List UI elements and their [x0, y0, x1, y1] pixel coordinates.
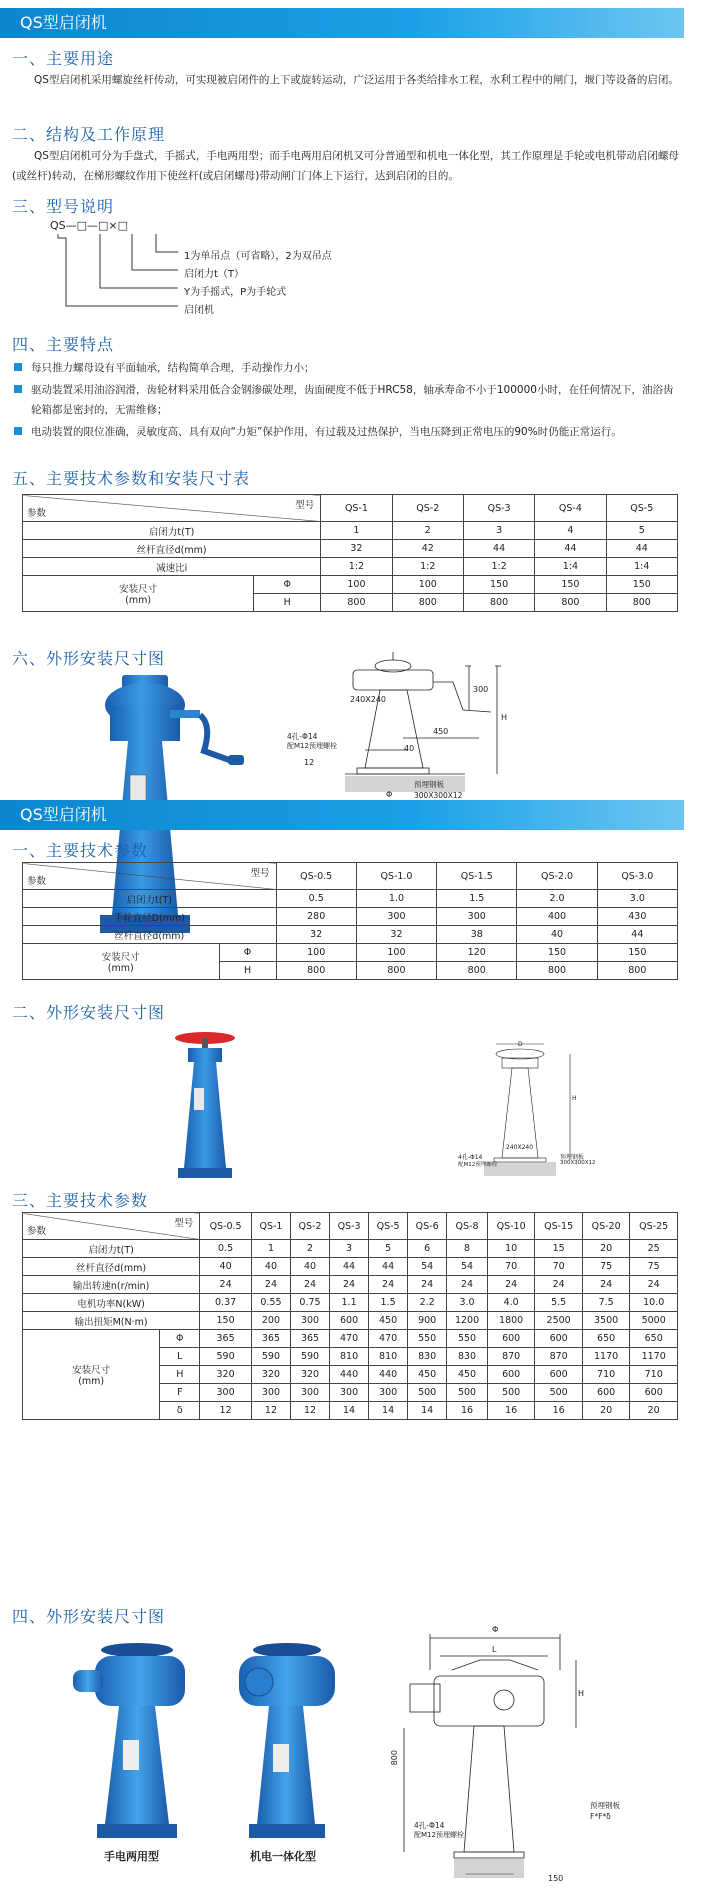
table-cell: 800 [276, 962, 356, 980]
table-cell: 2500 [535, 1312, 582, 1330]
model-legend-1: 1为单吊点（可省略），2为双吊点 [184, 251, 332, 262]
table-cell: 24 [251, 1276, 290, 1294]
dim2-label-240: 240X240 [506, 1144, 534, 1151]
table-corner-cell [23, 495, 321, 522]
table-cell: 150 [463, 576, 534, 594]
table-cell: 600 [535, 1366, 582, 1384]
integrated-electric-hoist-photo [215, 1640, 345, 1840]
table-cell: 10.0 [630, 1294, 678, 1312]
section-heading-drawing-2: 二、外形安装尺寸图 [12, 1003, 166, 1022]
table-cell: 800 [321, 594, 392, 612]
table-cell: 800 [606, 594, 677, 612]
handwheel-hoist-photo [170, 1028, 240, 1180]
bullet-marker [14, 385, 22, 393]
table-cell: 590 [290, 1348, 329, 1366]
table-cell: 14 [330, 1402, 369, 1420]
table-cell: 3.0 [447, 1294, 488, 1312]
table-cell: 1.5 [437, 890, 517, 908]
table-cell: 75 [582, 1258, 629, 1276]
table-cell: 810 [330, 1348, 369, 1366]
table-cell: 75 [630, 1258, 678, 1276]
dim-label-bolts: 配M12预埋螺栓 [287, 742, 337, 750]
table-cell: 100 [392, 576, 463, 594]
table-cell: 1:2 [392, 558, 463, 576]
page-banner-2: QS型启闭机 [0, 800, 684, 830]
table-cell: 120 [437, 944, 517, 962]
table-cell: 710 [582, 1366, 629, 1384]
dim-label-450: 450 [433, 727, 449, 736]
table-header-cell: QS-2.0 [517, 863, 597, 890]
table-cell: 5.5 [535, 1294, 582, 1312]
table-cell: 44 [535, 540, 606, 558]
dimension-drawing-3 [400, 1620, 590, 1890]
table-cell: 1200 [447, 1312, 488, 1330]
table-cell: 24 [369, 1276, 408, 1294]
table-cell: 100 [276, 944, 356, 962]
table-cell: 320 [290, 1366, 329, 1384]
table-cell: 44 [606, 540, 677, 558]
spec-table-2 [22, 862, 678, 980]
table-header-param-label: 参数 [27, 1226, 47, 1237]
table-cell: 54 [408, 1258, 447, 1276]
table-header-param-label: 参数 [27, 508, 47, 519]
table-cell: 900 [408, 1312, 447, 1330]
table-header-cell: QS-0.5 [276, 863, 356, 890]
table-row-label: 输出转速n(r/min) [23, 1276, 200, 1294]
table-header-cell: QS-3 [463, 495, 534, 522]
table-cell: 2.2 [408, 1294, 447, 1312]
table-cell: 4.0 [487, 1294, 534, 1312]
table-cell: 0.5 [200, 1240, 252, 1258]
table-cell: 1:4 [606, 558, 677, 576]
feature-item: 电动装置的限位准确，灵敏度高、具有双向“力矩”保护作用，有过载及过热保护，当电压降到正常电压的90%时仍能正常运行。 [14, 422, 681, 442]
table-cell: 470 [330, 1330, 369, 1348]
dim3-label-h: H [578, 1689, 585, 1698]
model-legend-3: Y为手摇式，P为手轮式 [184, 287, 287, 298]
table-corner-cell [23, 1213, 200, 1240]
table-cell: 650 [630, 1330, 678, 1348]
dim-label-phi: Φ [386, 790, 393, 799]
table-cell: 7.5 [582, 1294, 629, 1312]
table-header-cell: QS-25 [630, 1213, 678, 1240]
dim-label-12: 12 [304, 758, 315, 767]
table-install-symbol: L [160, 1348, 200, 1366]
table-cell: 70 [487, 1258, 534, 1276]
table-cell: 5 [606, 522, 677, 540]
table-row [23, 576, 678, 594]
table-install-symbol: Φ [219, 944, 276, 962]
table-cell: 2.0 [517, 890, 597, 908]
table-cell: 600 [330, 1312, 369, 1330]
table-cell: 150 [200, 1312, 252, 1330]
table-cell: 5000 [630, 1312, 678, 1330]
table-row-label: 启闭力t(T) [23, 890, 277, 908]
table-cell: 300 [290, 1312, 329, 1330]
spec-table-3 [22, 1212, 678, 1420]
table-cell: 600 [630, 1384, 678, 1402]
table-cell: 450 [447, 1366, 488, 1384]
table-install-symbol: H [254, 594, 321, 612]
table-install-label: 安装尺寸 (mm) [23, 944, 220, 980]
table-cell: 42 [392, 540, 463, 558]
table-row [23, 522, 678, 540]
table-header-cell: QS-2 [290, 1213, 329, 1240]
table-cell: 54 [447, 1258, 488, 1276]
table-cell: 32 [276, 926, 356, 944]
table-cell: 15 [535, 1240, 582, 1258]
table-cell: 40 [200, 1258, 252, 1276]
table-cell: 24 [408, 1276, 447, 1294]
table-cell: 830 [447, 1348, 488, 1366]
table-cell: 450 [369, 1312, 408, 1330]
section-heading-principle: 二、结构及工作原理 [12, 125, 166, 144]
table-cell: 470 [369, 1330, 408, 1348]
table-cell: 710 [630, 1366, 678, 1384]
dim3-label-l: L [492, 1645, 497, 1654]
table-cell: 1170 [582, 1348, 629, 1366]
table-cell: 1:2 [321, 558, 392, 576]
table-cell: 1170 [630, 1348, 678, 1366]
table-cell: 24 [535, 1276, 582, 1294]
dim2-label-bolts: 配M12预埋螺栓 [458, 1162, 498, 1168]
table-header-cell: QS-4 [535, 495, 606, 522]
table-cell: 365 [290, 1330, 329, 1348]
table-cell: 440 [369, 1366, 408, 1384]
table-row [23, 890, 678, 908]
table-cell: 100 [321, 576, 392, 594]
table-row [23, 1258, 678, 1276]
table-row-label: 启闭力t(T) [23, 1240, 200, 1258]
table-header-cell: QS-1 [321, 495, 392, 522]
table-cell: 1 [321, 522, 392, 540]
table-cell: 3 [463, 522, 534, 540]
section-heading-drawing-3: 四、外形安装尺寸图 [12, 1607, 166, 1626]
table-row-label: 丝杆直径d(mm) [23, 1258, 200, 1276]
table-header-cell: QS-6 [408, 1213, 447, 1240]
table-row [23, 1276, 678, 1294]
table-install-label: 安装尺寸 (mm) [23, 576, 254, 612]
table-cell: 25 [630, 1240, 678, 1258]
table-cell: 3.0 [597, 890, 677, 908]
table-header-cell: QS-3.0 [597, 863, 677, 890]
table-header-cell: QS-20 [582, 1213, 629, 1240]
model-legend-2: 启闭力t（T） [184, 269, 245, 280]
principle-paragraph: QS型启闭机可分为手盘式，手摇式，手电两用型；而手电两用启闭机又可分普通型和机电一体化型，其工作原理是手轮或电机带动启闭螺母(或丝杆)转动，在梯形螺纹作用下使丝杆(或启闭螺母)带动闸门门体上下运行，达到启闭的目的。 [12, 150, 679, 182]
table-cell: 6 [408, 1240, 447, 1258]
table-cell: 4 [535, 522, 606, 540]
table-cell: 24 [487, 1276, 534, 1294]
table-header-model-label: 型号 [250, 868, 270, 879]
table-cell: 16 [487, 1402, 534, 1420]
table-header-row [23, 863, 678, 890]
table-row [23, 908, 678, 926]
table-cell: 1:4 [535, 558, 606, 576]
section-heading-drawing: 六、外形安装尺寸图 [12, 649, 166, 668]
table-cell: 1.0 [356, 890, 436, 908]
table-cell: 590 [251, 1348, 290, 1366]
table-cell: 1:2 [463, 558, 534, 576]
table-cell: 810 [369, 1348, 408, 1366]
table-cell: 3500 [582, 1312, 629, 1330]
table-install-symbol: Φ [160, 1330, 200, 1348]
table-cell: 0.5 [276, 890, 356, 908]
table-header-cell: QS-2 [392, 495, 463, 522]
dim2-label-d: D [518, 1041, 523, 1048]
table-header-cell: QS-1 [251, 1213, 290, 1240]
table-row-label: 启闭力t(T) [23, 522, 321, 540]
table-cell: 440 [330, 1366, 369, 1384]
model-code-leaders [40, 230, 200, 320]
section-heading-spec-table: 五、主要技术参数和安装尺寸表 [12, 469, 251, 488]
table-header-model-label: 型号 [174, 1218, 194, 1229]
table-cell: 1.1 [330, 1294, 369, 1312]
table-cell: 20 [582, 1402, 629, 1420]
caption-manual-electric: 手电两用型 [104, 1850, 159, 1863]
table-cell: 150 [606, 576, 677, 594]
table-cell: 300 [200, 1384, 252, 1402]
table-cell: 800 [517, 962, 597, 980]
table-cell: 32 [356, 926, 436, 944]
table-cell: 2 [392, 522, 463, 540]
dim-label-240: 240X240 [350, 695, 387, 704]
table-row-label: 手轮直径D(mm) [23, 908, 277, 926]
table-header-cell: QS-10 [487, 1213, 534, 1240]
table-cell: 0.75 [290, 1294, 329, 1312]
table-header-row [23, 495, 678, 522]
table-cell: 1.5 [369, 1294, 408, 1312]
table-header-cell: QS-1.5 [437, 863, 517, 890]
dimension-drawing-1 [345, 650, 525, 795]
table-cell: 20 [630, 1402, 678, 1420]
table-cell: 650 [582, 1330, 629, 1348]
table-cell: 830 [408, 1348, 447, 1366]
table-cell: 0.55 [251, 1294, 290, 1312]
table-cell: 800 [463, 594, 534, 612]
table-cell: 500 [447, 1384, 488, 1402]
dim3-label-bolts: 配M12预埋螺栓 [414, 1831, 464, 1839]
table-header-model-label: 型号 [295, 500, 315, 511]
table-row [23, 1294, 678, 1312]
table-cell: 70 [535, 1258, 582, 1276]
table-cell: 365 [200, 1330, 252, 1348]
table-cell: 550 [408, 1330, 447, 1348]
page-banner: QS型启闭机 [0, 8, 684, 38]
table-row [23, 540, 678, 558]
table-header-cell: QS-3 [330, 1213, 369, 1240]
table-install-symbol: Φ [254, 576, 321, 594]
table-cell: 44 [369, 1258, 408, 1276]
table-cell: 870 [487, 1348, 534, 1366]
table-cell: 200 [251, 1312, 290, 1330]
section-heading-model: 三、型号说明 [12, 197, 115, 216]
table-cell: 3 [330, 1240, 369, 1258]
table-cell: 320 [200, 1366, 252, 1384]
section-heading-params-2: 一、主要技术参数 [12, 841, 149, 860]
usage-paragraph: QS型启闭机采用螺旋丝杆传动，可实现被启闭件的上下或旋转运动，广泛运用于各类给排水工程，水利工程中的闸门，堰门等设备的启闭。 [34, 74, 679, 86]
table-cell: 800 [356, 962, 436, 980]
table-install-symbol: F [160, 1384, 200, 1402]
dim-label-plate: 预埋钢板 [414, 780, 444, 789]
table-cell: 450 [408, 1366, 447, 1384]
dim-label-h: H [501, 713, 508, 722]
table-header-cell: QS-0.5 [200, 1213, 252, 1240]
table-header-cell: QS-15 [535, 1213, 582, 1240]
table-cell: 800 [535, 594, 606, 612]
dim-label-300: 300 [473, 685, 489, 694]
dim2-label-holes: 4孔-Φ14 [458, 1154, 483, 1161]
table-cell: 300 [437, 908, 517, 926]
section-heading-params-3: 三、主要技术参数 [12, 1191, 149, 1210]
table-cell: 14 [408, 1402, 447, 1420]
table-cell: 600 [535, 1330, 582, 1348]
table-install-symbol: δ [160, 1402, 200, 1420]
dim3-label-800: 800 [390, 1750, 399, 1766]
table-cell: 32 [321, 540, 392, 558]
table-cell: 44 [330, 1258, 369, 1276]
table-row [23, 558, 678, 576]
dim2-label-h: H [572, 1095, 577, 1102]
section-heading-features: 四、主要特点 [12, 335, 115, 354]
table-header-cell: QS-8 [447, 1213, 488, 1240]
dim3-label-plate: 预埋钢板 [590, 1801, 620, 1810]
table-cell: 550 [447, 1330, 488, 1348]
table-row-label: 输出扭矩M(N·m) [23, 1312, 200, 1330]
dim3-label-phi: Φ [492, 1625, 499, 1634]
table-row [23, 1240, 678, 1258]
table-cell: 12 [251, 1402, 290, 1420]
table-cell: 430 [597, 908, 677, 926]
table-row [23, 944, 678, 962]
table-row-label: 丝杆直径d(mm) [23, 926, 277, 944]
feature-item: 驱动装置采用油浴润滑，齿轮材料采用低合金钢渗碳处理，齿面硬度不低于HRC58，轴承寿命不小于100000小时，在任何情况下，油浴齿轮箱都是密封的，无需维修； [14, 380, 681, 420]
dim3-label-150: 150 [548, 1874, 564, 1883]
dim2-label-plate: 预埋钢板 [560, 1154, 585, 1161]
table-cell: 24 [200, 1276, 252, 1294]
table-cell: 500 [487, 1384, 534, 1402]
table-cell: 300 [290, 1384, 329, 1402]
dim2-label-plate-size: 300X300X12 [560, 1160, 596, 1166]
feature-item: 每只推力螺母设有平面轴承，结构简单合理，手动操作力小； [14, 358, 680, 378]
table-cell: 44 [463, 540, 534, 558]
table-cell: 24 [330, 1276, 369, 1294]
table-header-row [23, 1213, 678, 1240]
dim-label-plate-size: 300X300X12 [414, 791, 463, 800]
dim3-label-holes: 4孔-Φ14 [414, 1821, 445, 1830]
table-install-label: 安装尺寸 (mm) [23, 1330, 160, 1420]
table-header-cell: QS-5 [369, 1213, 408, 1240]
dim-label-holes: 4孔-Φ14 [287, 732, 318, 741]
table-row-label: 减速比i [23, 558, 321, 576]
table-cell: 40 [251, 1258, 290, 1276]
table-cell: 0.37 [200, 1294, 252, 1312]
table-cell: 280 [276, 908, 356, 926]
table-cell: 5 [369, 1240, 408, 1258]
table-cell: 400 [517, 908, 597, 926]
table-cell: 300 [330, 1384, 369, 1402]
table-cell: 150 [535, 576, 606, 594]
model-legend-4: 启闭机 [184, 305, 214, 316]
table-cell: 24 [630, 1276, 678, 1294]
table-cell: 100 [356, 944, 436, 962]
table-cell: 150 [597, 944, 677, 962]
manual-electric-hoist-photo [65, 1640, 195, 1840]
table-header-cell: QS-5 [606, 495, 677, 522]
table-row-label: 电机功率N(kW) [23, 1294, 200, 1312]
table-header-param-label: 参数 [27, 876, 47, 887]
table-cell: 24 [447, 1276, 488, 1294]
table-cell: 600 [487, 1330, 534, 1348]
table-cell: 600 [582, 1384, 629, 1402]
table-install-symbol: H [219, 962, 276, 980]
table-cell: 870 [535, 1348, 582, 1366]
table-cell: 8 [447, 1240, 488, 1258]
table-cell: 1800 [487, 1312, 534, 1330]
table-cell: 300 [251, 1384, 290, 1402]
table-cell: 24 [582, 1276, 629, 1294]
table-cell: 800 [392, 594, 463, 612]
table-header-cell: QS-1.0 [356, 863, 436, 890]
table-cell: 40 [517, 926, 597, 944]
table-cell: 800 [597, 962, 677, 980]
table-cell: 12 [200, 1402, 252, 1420]
table-corner-cell [23, 863, 277, 890]
table-install-symbol: H [160, 1366, 200, 1384]
table-cell: 500 [408, 1384, 447, 1402]
bullet-marker [14, 427, 22, 435]
table-cell: 16 [447, 1402, 488, 1420]
table-row [23, 1330, 678, 1348]
table-row-label: 丝杆直径d(mm) [23, 540, 321, 558]
model-code: QS—□—□×□ [50, 219, 129, 232]
table-cell: 600 [487, 1366, 534, 1384]
section-heading-usage: 一、主要用途 [12, 49, 115, 68]
table-row [23, 926, 678, 944]
bullet-marker [14, 363, 22, 371]
table-cell: 12 [290, 1402, 329, 1420]
spec-table-1 [22, 494, 678, 612]
table-cell: 150 [517, 944, 597, 962]
table-cell: 300 [369, 1384, 408, 1402]
table-cell: 365 [251, 1330, 290, 1348]
table-cell: 24 [290, 1276, 329, 1294]
table-cell: 20 [582, 1240, 629, 1258]
table-cell: 320 [251, 1366, 290, 1384]
table-cell: 16 [535, 1402, 582, 1420]
caption-integrated: 机电一体化型 [250, 1850, 316, 1863]
table-cell: 300 [356, 908, 436, 926]
table-cell: 2 [290, 1240, 329, 1258]
table-cell: 800 [437, 962, 517, 980]
table-cell: 40 [290, 1258, 329, 1276]
dim3-label-plate-size: F*F*δ [590, 1812, 611, 1821]
table-cell: 10 [487, 1240, 534, 1258]
table-cell: 500 [535, 1384, 582, 1402]
table-cell: 1 [251, 1240, 290, 1258]
table-cell: 14 [369, 1402, 408, 1420]
table-row [23, 1312, 678, 1330]
table-cell: 590 [200, 1348, 252, 1366]
dim-label-40: 40 [404, 744, 415, 753]
table-cell: 44 [597, 926, 677, 944]
table-cell: 38 [437, 926, 517, 944]
